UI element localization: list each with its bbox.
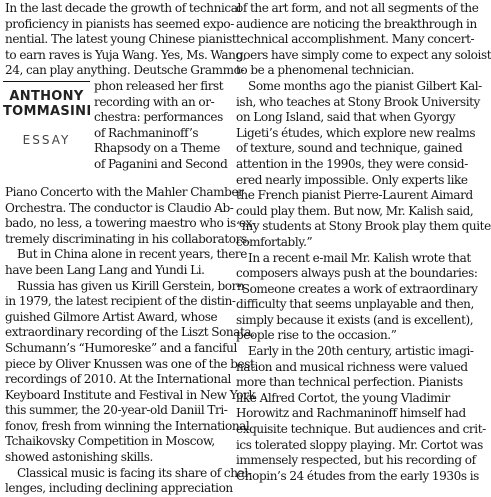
text-line: composers always push at the boundaries: <box>236 266 478 281</box>
text-line: immensely respected, but his recording of <box>236 453 476 468</box>
text-line: attention in the 1990s, they were consid- <box>236 156 468 171</box>
text-line: of the art form, and not all segments of the <box>236 1 479 15</box>
text-line: chestra: performances <box>94 110 223 125</box>
text-line: Ligeti’s études, which explore new realms <box>236 125 476 140</box>
text-line: guished Gilmore Artist Award, whose <box>5 309 218 324</box>
text-line: showed astonishing skills. <box>5 450 153 465</box>
text-line: Orchestra. The conductor is Claudio Ab- <box>5 200 234 215</box>
byline-box <box>3 81 90 185</box>
text-line: Schumann’s “Humoreske” and a fanciful <box>5 340 237 355</box>
text-line: could play them. But now, Mr. Kalish said, <box>236 203 474 218</box>
text-line: “my students at Stony Brook play them quite <box>236 219 491 234</box>
text-line: In the last decade the growth of technical <box>5 1 241 15</box>
text-line: to be a phenomenal technician. <box>236 63 415 78</box>
text-line: But in China alone in recent years, there <box>17 247 247 262</box>
text-line: piece by Oliver Knussen was one of the best <box>5 356 255 371</box>
text-line: “Someone creates a work of extraordinary <box>236 281 478 296</box>
text-line: Keyboard Institute and Festival in New York <box>5 387 256 402</box>
text-line: in 1979, the latest recipient of the distin- <box>5 294 236 309</box>
text-line: ics tolerated sloppy playing. Mr. Cortot was <box>236 437 483 452</box>
text-line: lenges, including declining appreciation <box>5 481 233 496</box>
text-line: of texture, sound and technique, gained <box>236 141 463 156</box>
text-line: have been Lang Lang and Yundi Li. <box>5 262 205 277</box>
text-line: Some months ago the pianist Gilbert Kal- <box>248 78 482 93</box>
text-line: of Paganini and Second <box>94 156 228 171</box>
text-line: more than technical perfection. Pianists <box>236 375 463 390</box>
author-first-name: ANTHONY <box>9 88 84 104</box>
text-line: proficiency in pianists has seemed expo- <box>5 16 234 31</box>
text-line: fonov, fresh from winning the International <box>5 418 250 433</box>
text-line: Classical music is facing its share of chal- <box>17 465 252 480</box>
text-line: nation and musical richness were valued <box>236 359 468 374</box>
text-line: nential. The latest young Chinese pianist <box>5 32 237 47</box>
text-line: difficulty that seems unplayable and then, <box>236 297 474 312</box>
text-line: comfortably.” <box>236 234 313 249</box>
text-line: audience are noticing the breakthrough in <box>236 16 477 31</box>
text-line: ish, who teaches at Stony Brook University <box>236 94 480 109</box>
text-line: simply because it exists (and is excellent), <box>236 312 474 327</box>
text-line: Russia has given us Kirill Gerstein, born <box>17 278 245 293</box>
text-line: phon released her first <box>94 78 224 93</box>
text-line: recording with an or- <box>94 94 215 109</box>
author-last-name: TOMMASINI <box>3 103 92 119</box>
text-line: people rise to the occasion.” <box>236 328 397 343</box>
text-line: like Alfred Cortot, the young Vladimir <box>236 390 450 405</box>
intro-lines <box>5 1 247 79</box>
text-line: ered nearly impossible. Only experts like <box>236 172 468 187</box>
text-line: Rhapsody on a Theme <box>94 141 220 156</box>
text-line: of Rachmaninoff’s <box>94 125 199 140</box>
text-line: the French pianist Pierre-Laurent Aimard <box>236 188 473 203</box>
text-line: exquisite technique. But audiences and crit- <box>236 422 486 437</box>
text-line: technical accomplishment. Many concert- <box>236 32 475 47</box>
text-line: recordings of 2010. At the International <box>5 372 231 387</box>
text-line: bado, no less, a towering maestro who is ex- <box>5 216 256 231</box>
body-lines-left <box>5 184 256 497</box>
text-line: Chopin’s 24 études from the early 1930s is <box>236 468 479 483</box>
text-line: on Long Island, said that when Gyorgy <box>236 110 456 125</box>
text-line: Tchaikovsky Competition in Moscow, <box>5 434 215 449</box>
section-label: ESSAY <box>22 132 71 147</box>
text-line: In a recent e-mail Mr. Kalish wrote that <box>248 250 471 265</box>
text-line: extraordinary recording of the Liszt Sonata, <box>5 325 255 340</box>
text-line: 24, can play anything. Deutsche Grammo- <box>5 63 245 78</box>
text-line: goers have simply come to expect any soloist <box>236 47 491 62</box>
text-line: Piano Concerto with the Mahler Chamber <box>5 184 244 199</box>
left-column <box>3 1 256 497</box>
right-column <box>236 1 491 484</box>
text-line: Horowitz and Rachmaninoff himself had <box>236 406 466 421</box>
text-line: this summer, the 20-year-old Daniil Tri- <box>5 403 228 418</box>
text-line: Early in the 20th century, artistic imagi- <box>248 344 474 359</box>
text-line: to earn raves is Yuja Wang. Yes, Ms. Wang, <box>5 47 247 62</box>
text-line: tremely discriminating in his collaborators. <box>5 231 251 246</box>
